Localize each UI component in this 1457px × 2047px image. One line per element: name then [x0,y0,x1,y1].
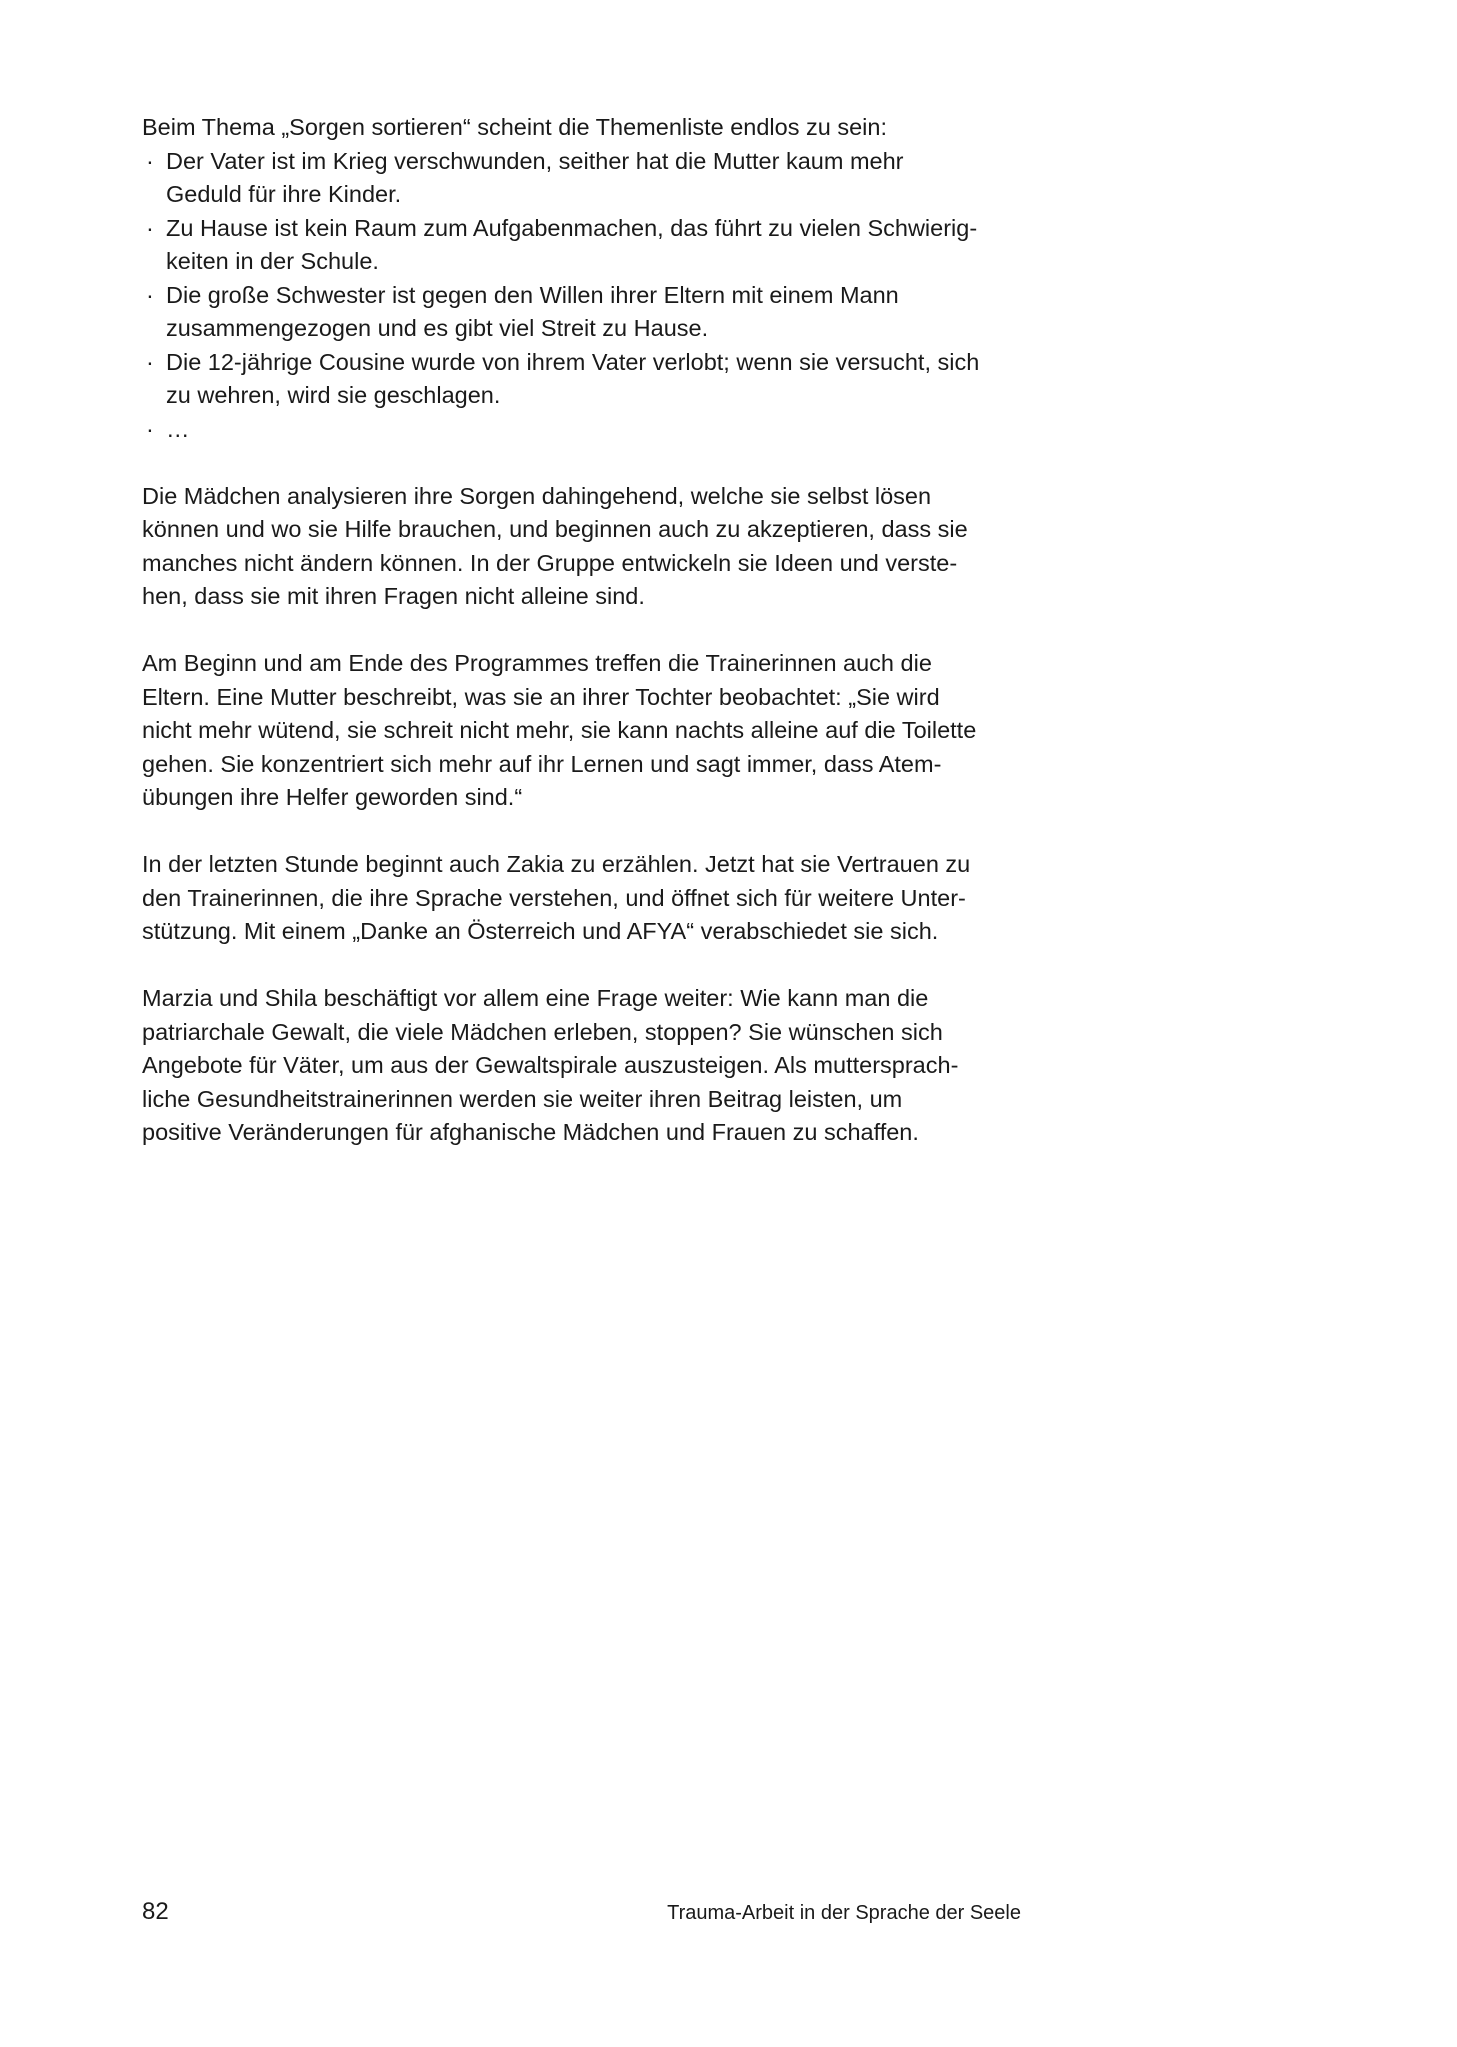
bullet-icon: · [146,214,154,241]
paragraph-line: stützung. Mit einem „Danke an Österreich und AFYA“ verabschiedet sie sich. [142,918,939,944]
paragraph-line: manches nicht ändern können. In der Gruppe entwickeln sie Ideen und verste- [142,549,958,576]
list-item-line: Die 12-jährige Cousine wurde von ihrem Vater verlobt; wenn sie versucht, sich [166,348,980,375]
paragraph-line: Am Beginn und am Ende des Programmes treffen die Trainerinnen auch die [142,650,932,676]
paragraph-parents [142,647,1022,815]
page-body [142,111,1022,1150]
paragraph-line: liche Gesundheitstrainerinnen werden sie weiter ihren Beitrag leisten, um [142,1085,903,1112]
paragraph-line: können und wo sie Hilfe brauchen, und beginnen auch zu akzeptieren, dass sie [142,516,968,542]
page-number: 82 [142,1898,169,1925]
paragraph-line: In der letzten Stunde beginnt auch Zakia zu erzählen. Jetzt hat sie Vertrauen zu [142,851,971,877]
paragraph-line: gehen. Sie konzentriert sich mehr auf ihr Lernen und sagt immer, dass Atem- [142,750,942,777]
list-item [142,346,1022,413]
list-item [142,279,1022,346]
list-item-line: Geduld für ihre Kinder. [166,181,402,207]
list-item-line: zu wehren, wird sie geschlagen. [166,382,501,408]
paragraph-analysis [142,480,1022,614]
paragraph-line: Marzia und Shila beschäftigt vor allem eine Frage weiter: Wie kann man die [142,985,929,1011]
paragraph-line: Die Mädchen analysieren ihre Sorgen dahingehend, welche sie selbst lösen [142,482,932,509]
paragraph-line: nicht mehr wütend, sie schreit nicht mehr, sie kann nachts alleine auf die Toilette [142,717,977,743]
paragraph-zakia [142,848,1022,949]
paragraph-line: patriarchale Gewalt, die viele Mädchen erleben, stoppen? Sie wünschen sich [142,1018,943,1045]
bullet-icon: · [146,415,154,442]
paragraph-marzia-shila [142,982,1022,1150]
paragraph-line: hen, dass sie mit ihren Fragen nicht alleine sind. [142,583,645,609]
paragraph-line: übungen ihre Helfer geworden sind.“ [142,784,523,810]
worries-list [142,145,1022,447]
intro-line: Beim Thema „Sorgen sortieren“ scheint die Themenliste endlos zu sein: [142,114,887,140]
bullet-icon: · [146,147,154,174]
paragraph-line: positive Veränderungen für afghanische Mädchen und Frauen zu schaffen. [142,1119,919,1145]
list-item [142,145,1022,212]
list-item-line: Zu Hause ist kein Raum zum Aufgabenmachen, das führt zu vielen Schwierig- [166,214,978,241]
bullet-icon: · [146,281,154,308]
running-footer-title: Trauma-Arbeit in der Sprache der Seele [667,1902,1021,1924]
list-item-line: Die große Schwester ist gegen den Willen ihrer Eltern mit einem Mann [166,281,899,308]
bullet-icon: · [146,348,154,375]
list-item [142,212,1022,279]
list-item [142,413,1022,447]
list-item-line: Der Vater ist im Krieg verschwunden, seither hat die Mutter kaum mehr [166,147,904,174]
paragraph-line: Angebote für Väter, um aus der Gewaltspirale auszusteigen. Als muttersprach- [142,1052,959,1078]
list-item-line: zusammengezogen und es gibt viel Streit zu Hause. [166,315,709,341]
list-item-line: keiten in der Schule. [166,248,379,274]
list-item-line: … [166,415,190,442]
paragraph-line: den Trainerinnen, die ihre Sprache verstehen, und öffnet sich für weitere Unter- [142,884,966,911]
paragraph-line: Eltern. Eine Mutter beschreibt, was sie an ihrer Tochter beobachtet: „Sie wird [142,683,940,710]
